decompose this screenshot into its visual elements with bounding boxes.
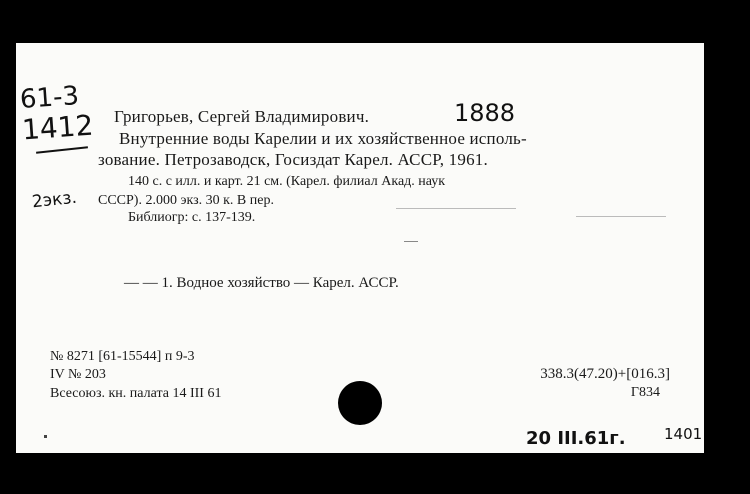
handwritten-date: 20 III.61г. bbox=[526, 428, 626, 449]
scan-dash bbox=[396, 208, 516, 209]
title-line-2: зование. Петрозаводск, Госиздат Карел. АССР, 1961. bbox=[98, 150, 488, 169]
shelf-mark-divider bbox=[36, 146, 88, 153]
subject-heading: — — 1. Водное хозяйство — Карел. АССР. bbox=[124, 275, 399, 291]
shelf-mark-bottom: 1412 bbox=[20, 108, 95, 147]
author-mark: Г834 bbox=[630, 385, 660, 400]
handwritten-year: 1888 bbox=[454, 99, 516, 127]
scan-dash bbox=[404, 241, 418, 242]
issuing-chamber: Всесоюз. кн. палата 14 III 61 bbox=[50, 386, 222, 401]
bibliography-note: Библиогр: с. 137-139. bbox=[128, 210, 256, 225]
scan-dash bbox=[576, 216, 666, 217]
author-name: Григорьев, Сергей Владимирович. bbox=[114, 107, 370, 126]
physical-description: 140 с. с илл. и карт. 21 см. (Карел. филиал Акад. наук bbox=[128, 174, 446, 189]
handwritten-copies-note: 2экз. bbox=[31, 187, 78, 213]
shelf-mark-top: 61-3 bbox=[19, 80, 80, 116]
classification-index: 338.3(47.20)+[016.3] bbox=[540, 366, 670, 382]
punch-hole bbox=[338, 381, 382, 425]
handwritten-corner-note: 1401 bbox=[664, 425, 703, 443]
volume-number: IV № 203 bbox=[50, 367, 106, 382]
record-number: № 8271 [61-15544] п 9-3 bbox=[50, 349, 195, 364]
title-line-1: Внутренние воды Карелии и их хозяйственное исполь- bbox=[119, 129, 527, 148]
series-note: СССР). 2.000 экз. 30 к. В пер. bbox=[98, 193, 274, 208]
scan-dot bbox=[44, 435, 47, 438]
